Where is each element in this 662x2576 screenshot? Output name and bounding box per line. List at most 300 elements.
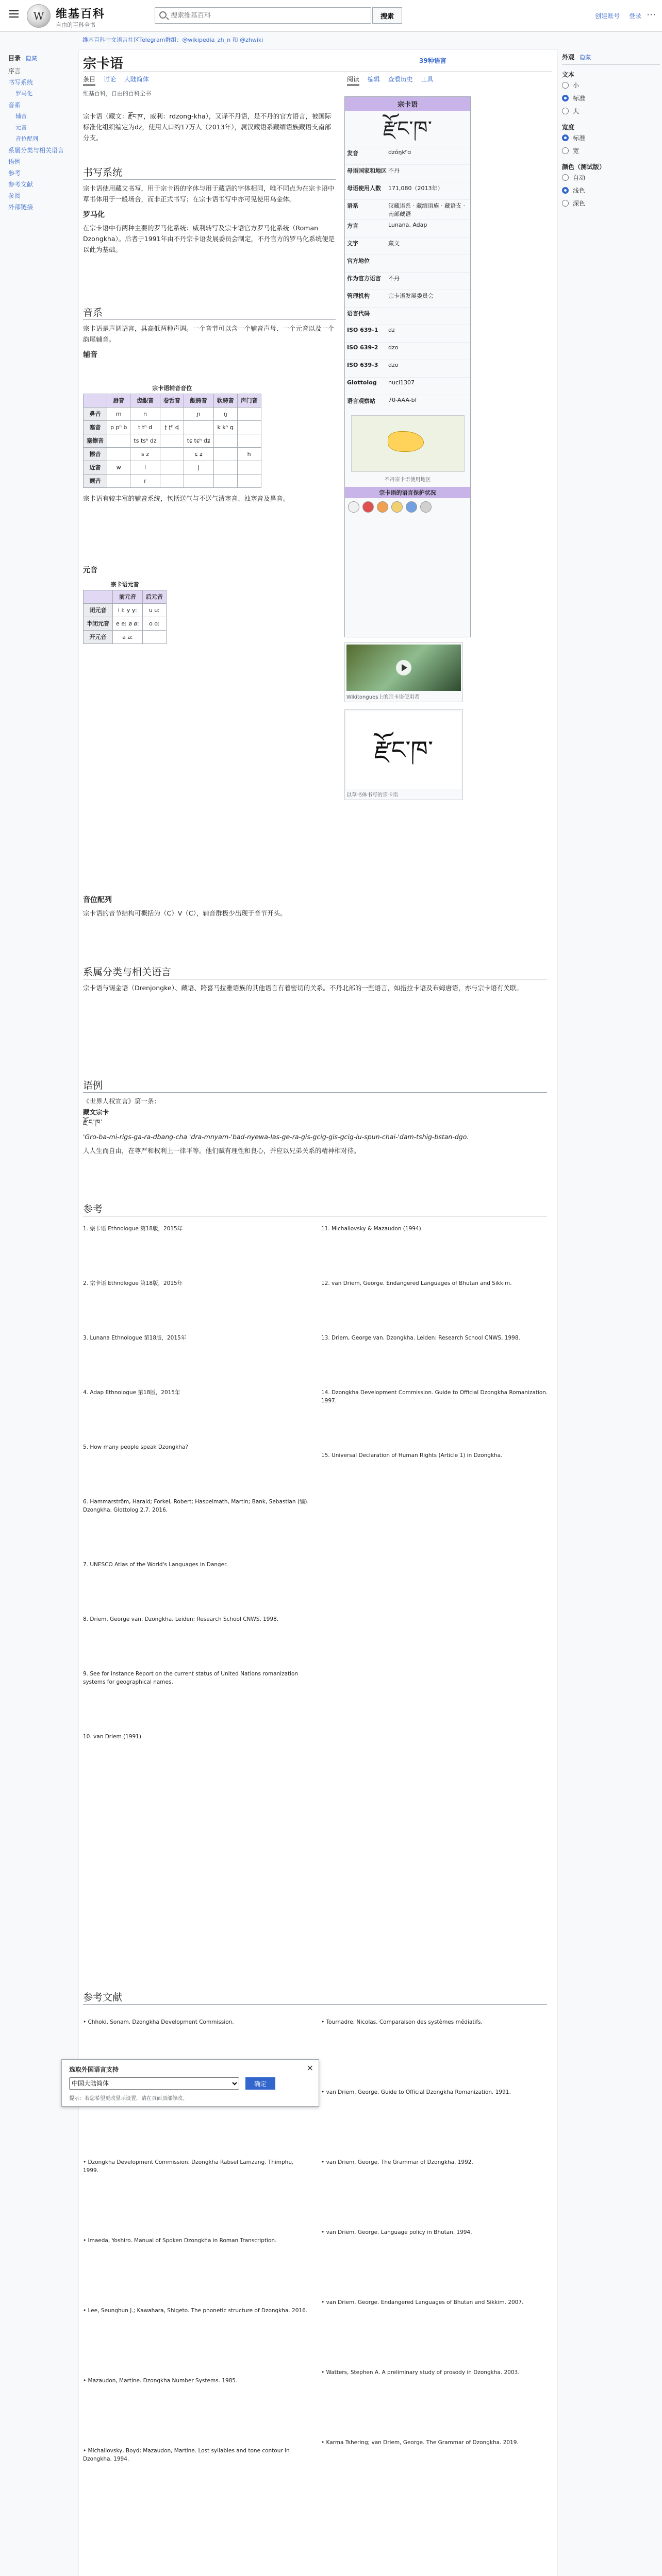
table-cell (107, 474, 130, 488)
reference-item[interactable] (83, 1334, 310, 1342)
infobox-row (345, 164, 470, 182)
table-cell: 擦音 (84, 448, 107, 461)
reference-item-text[interactable]: Hammarström, Harald; Forkel, Robert; Haspelmath, Martin; Bank, Sebastian (编). Dzongkha. Glottolog 2.7. 2016. (83, 1499, 309, 1513)
vowels-section (83, 565, 336, 644)
infobox-row (345, 237, 470, 255)
bibliography-item[interactable] (321, 2298, 548, 2307)
vowels-heading: 元音 (83, 566, 97, 574)
video-thumbnail[interactable] (346, 645, 461, 691)
infobox-row (345, 377, 470, 395)
reference-item-text[interactable]: 宗卡语 Ethnologue 第18版，2015年 (90, 1226, 183, 1232)
appearance-option-label: 标准 (573, 134, 586, 142)
infobox-key: 管理机构 (347, 293, 370, 299)
bibliography-item-number: • (83, 2378, 88, 2384)
reference-item[interactable] (83, 1443, 310, 1451)
table-cell (213, 461, 237, 474)
reference-item-text[interactable]: Driem, George van. Dzongkha. Leiden: Research School CNWS, 1998. (332, 1335, 520, 1341)
search-box[interactable] (155, 7, 371, 24)
bibliography-item-number: • (83, 2448, 88, 2454)
reference-item[interactable] (83, 1561, 310, 1569)
infobox-value[interactable]: dzóŋkʰɑ (388, 149, 411, 156)
reference-item-number: 10. (83, 1734, 94, 1740)
bibliography-item-text[interactable]: Watters, Stephen A. A preliminary study of prosody in Dzongkha. 2003. (326, 2369, 520, 2376)
appearance-group-label: 宽度 (562, 124, 575, 131)
infobox-row (345, 182, 470, 199)
bibliography-item[interactable] (321, 2368, 548, 2377)
appearance-option[interactable] (562, 79, 660, 92)
wikipedia-logo[interactable]: W (27, 4, 51, 28)
table-header-cell: 卷舌音 (160, 394, 184, 408)
infobox-row (345, 199, 470, 219)
table-header-cell: 唇音 (107, 394, 130, 408)
infobox-value[interactable]: nucl1307 (388, 379, 415, 386)
appearance-group-label: 颜色（测试版） (562, 163, 606, 171)
table-cell (213, 474, 237, 488)
phonotactics-section (83, 895, 336, 919)
infobox-key: 语系 (347, 202, 358, 209)
radio-icon[interactable] (562, 95, 569, 101)
video-caption: Wikitongues上的宗卡语使用者 (346, 694, 420, 700)
reference-item-number: 4. (83, 1389, 90, 1396)
bibliography-item-text[interactable]: Dzongkha Development Commission. Dzongkha Rabsel Lamzang. Thimphu, 1999. (83, 2159, 294, 2174)
infobox-row (345, 290, 470, 307)
infobox-row (345, 147, 470, 164)
main-menu-icon[interactable] (6, 8, 22, 24)
table-cell: k kʰ ɡ (213, 421, 237, 434)
bibliography-item[interactable] (83, 2158, 310, 2175)
reference-item-text[interactable]: van Driem, George. Endangered Languages of Bhutan and Sikkim. (332, 1280, 512, 1286)
toc-item[interactable]: 参考文献 (8, 181, 34, 188)
table-cell (237, 408, 261, 421)
more-options-icon[interactable]: ⋯ (647, 9, 656, 20)
bibliography-item-number: • (83, 2308, 88, 2314)
radio-icon[interactable] (562, 108, 569, 114)
search-input[interactable] (171, 10, 341, 21)
reference-item[interactable] (321, 1451, 548, 1460)
bibliography-item-text[interactable]: Michailovsky, Boyd; Mazaudon, Martine. Lost syllables and tone contour in Dzongkha. 1994. (83, 2448, 290, 2462)
table-cell: n (130, 408, 160, 421)
table-cell: 颤音 (84, 474, 107, 488)
popup-note: 提示：若您希望更改显示设置，请在页面顶部修改。 (69, 2096, 188, 2102)
calligraphy-caption: 以草书体书写的宗卡语 (346, 792, 398, 798)
reference-item-text[interactable]: UNESCO Atlas of the World's Languages in Danger. (90, 1562, 228, 1568)
table-cell (160, 408, 184, 421)
reference-item-text[interactable]: van Driem (1991) (93, 1734, 141, 1740)
bibliography-item[interactable] (83, 2447, 310, 2463)
bibliography-item[interactable] (321, 2438, 548, 2447)
reference-item[interactable] (321, 1225, 548, 1233)
consonants-heading: 辅音 (83, 351, 97, 359)
site-tagline: 自由的百科全书 (56, 22, 95, 28)
calligraphy-image[interactable]: རྫོང་ཁ་ (346, 711, 461, 789)
reference-item-text[interactable]: Universal Declaration of Human Rights (Article 1) in Dzongkha. (332, 1452, 503, 1459)
tab-read[interactable]: 阅读 (347, 76, 359, 86)
reference-item[interactable] (321, 1388, 548, 1405)
infobox-map[interactable] (351, 415, 465, 472)
reference-item[interactable] (83, 1225, 310, 1233)
table-header-cell: 前元音 (113, 590, 143, 604)
appearance-option[interactable] (562, 105, 660, 117)
site-title[interactable]: 维基百科 (56, 7, 106, 21)
variant-select[interactable] (69, 2077, 239, 2090)
infobox-row (345, 255, 470, 272)
bibliography-item-number: • (83, 2238, 88, 2244)
table-cell (107, 448, 130, 461)
status-dot (348, 501, 359, 513)
play-icon[interactable] (396, 660, 411, 675)
references-right (321, 1225, 548, 1506)
appearance-option-label: 浅色 (573, 187, 586, 194)
bibliography-item-number: • (321, 2369, 326, 2376)
appearance-option-label: 标准 (573, 95, 586, 102)
table-cell (184, 474, 213, 488)
example-script-label: 藏文宗卡 (83, 1108, 109, 1116)
tab-history[interactable]: 查看历史 (388, 76, 413, 83)
radio-icon[interactable] (562, 82, 569, 89)
reference-item[interactable] (83, 1279, 310, 1287)
infobox-value[interactable]: 藏文 (388, 240, 400, 247)
table-cell (184, 421, 213, 434)
example-translation: 人人生而自由，在尊严和权利上一律平等。他们赋有理性和良心，并应以兄弟关系的精神相对待。 (83, 1147, 360, 1155)
reference-item-number: 6. (83, 1499, 90, 1505)
infobox-value[interactable]: dz (388, 327, 395, 333)
appearance-title: 外观 隐藏 (562, 49, 660, 65)
infobox-key: 语言观察站 (347, 398, 375, 404)
table-header-cell (84, 394, 107, 408)
bibliography-item-text[interactable]: van Driem, George. Endangered Languages of Bhutan and Sikkim. 2007. (326, 2299, 524, 2306)
toc-item[interactable]: 语例 (8, 158, 21, 165)
table-cell: ʈ ʈʰ ɖ (160, 421, 184, 434)
reference-item-number: 11. (321, 1226, 332, 1232)
appearance-option-label: 大 (573, 108, 580, 115)
lead-paragraph: 宗卡语（藏文：རྫོང་ཁ་，威利：rdzong-kha），又译不丹语，是不丹的官方语言，被国际标准化组织编定为dz，使用人口约17万人（2013年），属汉藏语系藏缅语族藏语支南部分支。 (83, 112, 332, 142)
create-account-link[interactable]: 创建账号 (595, 12, 620, 20)
reference-item-number: 15. (321, 1452, 332, 1459)
appearance-option-label: 小 (573, 82, 580, 89)
infobox-value[interactable]: 宗卡语发展委员会 (388, 293, 434, 299)
romanization-paragraph: 在宗卡语中有两种主要的罗马化系统：威利转写及宗卡语官方罗马化系统（Roman Dzongkha）。后者于1991年由不丹宗卡语发展委员会制定，不丹官方的罗马化系统便是以此为基础。 (83, 224, 335, 253)
toc-item[interactable]: 外部链接 (8, 204, 34, 211)
user-links (588, 11, 641, 20)
reference-item-text[interactable]: 宗卡语 Ethnologue 第18版，2015年 (90, 1280, 183, 1286)
toc-item[interactable]: 元音 (15, 124, 27, 131)
appearance-option-label: 宽 (573, 147, 580, 155)
table-cell (160, 434, 184, 448)
references-left (83, 1225, 310, 1787)
reference-item[interactable] (83, 1498, 310, 1514)
status-dot (362, 501, 374, 513)
table-cell: h (237, 448, 261, 461)
reference-item[interactable] (83, 1670, 310, 1686)
phonotactics-paragraph: 宗卡语的音节结构可概括为（C）V（C），辅音群极少出现于音节开头。 (83, 909, 287, 917)
table-cell: 塞音 (84, 421, 107, 434)
reference-item[interactable] (83, 1388, 310, 1397)
reference-item-text[interactable]: Driem, George van. Dzongkha. Leiden: Research School CNWS, 1998. (90, 1616, 279, 1622)
infobox-value[interactable] (388, 257, 468, 270)
search-icon (159, 11, 167, 19)
table-header-cell: 龈腭音 (184, 394, 213, 408)
lead-section (83, 111, 336, 143)
reference-item-number: 1. (83, 1226, 90, 1232)
site-header (0, 0, 662, 32)
reference-item-text[interactable]: Dzongkha Development Commission. Guide to Official Dzongkha Romanization. 1997. (321, 1389, 548, 1404)
table-cell (142, 631, 166, 644)
table-cell (237, 461, 261, 474)
table-cell: w (107, 461, 130, 474)
language-button[interactable]: 39种语言 (419, 57, 446, 64)
table-cell: a aː (113, 631, 143, 644)
bibliography-item-text[interactable]: van Driem, George. The Grammar of Dzongkha. 1992. (326, 2159, 473, 2165)
writing-paragraph: 宗卡语使用藏文书写，用于宗卡语的字体与用于藏语的字体相同，唯不同点为在宗卡语中草书体用于一般场合，而非正式书写；在宗卡语书写中亦可见使用乌金体。 (83, 184, 335, 203)
table-cell: r (130, 474, 160, 488)
table-cell: e eː ø øː (113, 617, 143, 631)
table-cell (160, 448, 184, 461)
status-dot (377, 501, 388, 513)
table-cell: u uː (142, 604, 166, 617)
infobox-key: ISO 639-3 (347, 362, 378, 368)
appearance-option[interactable] (562, 184, 660, 197)
infobox-value[interactable]: 不丹 (388, 275, 400, 282)
table-cell (213, 448, 237, 461)
reference-item-text[interactable]: How many people speak Dzongkha? (90, 1444, 188, 1450)
infobox-value[interactable]: dzo (388, 362, 399, 368)
toc-title: 目录 隐藏 (8, 55, 38, 62)
toc-item[interactable]: 参考 (8, 170, 21, 177)
login-link[interactable]: 登录 (628, 12, 641, 20)
toc-item[interactable]: 音系 (8, 101, 21, 109)
reference-item-number: 5. (83, 1444, 90, 1450)
example-section (83, 1080, 547, 1156)
reference-item-number: 7. (83, 1562, 90, 1568)
phonology-paragraph: 宗卡语是声调语言，具高低两种声调。一个音节可以含一个辅音声母、一个元音以及一个韵尾辅音。 (83, 325, 335, 343)
phonotactics-heading: 音位配列 (83, 896, 112, 904)
infobox-key: ISO 639-1 (347, 327, 378, 333)
table-cell (213, 434, 237, 448)
infobox-row (345, 325, 470, 342)
writing-section (83, 167, 336, 255)
radio-icon[interactable] (562, 134, 569, 141)
reference-item[interactable] (83, 1733, 310, 1741)
toc-item[interactable]: 罗马化 (15, 90, 32, 97)
close-icon[interactable]: × (306, 2063, 313, 2073)
infobox-value[interactable] (388, 309, 468, 323)
classification-section (83, 967, 547, 993)
table-cell (160, 461, 184, 474)
bibliography-item-text[interactable]: van Driem, George. Language policy in Bhutan. 1994. (326, 2229, 472, 2235)
radio-icon[interactable] (562, 174, 569, 181)
classification-heading: 系属分类与相关语言 (83, 967, 547, 979)
bibliography-item[interactable] (83, 2236, 310, 2245)
infobox-key: 母语使用人数 (347, 185, 381, 192)
table-cell: tɕ tɕʰ dʑ (184, 434, 213, 448)
appearance-option[interactable] (562, 144, 660, 157)
bibliography-item-number: • (83, 2159, 88, 2165)
reference-item-text[interactable]: Michailovsky & Mazaudon (1994). (332, 1226, 423, 1232)
example-tibetan-text: རྫོང་ཁ་ (83, 1118, 103, 1127)
page-title: 宗卡语 (83, 56, 124, 72)
radio-icon[interactable] (562, 187, 569, 194)
bibliography-item-text[interactable]: Tournadre, Nicolas. Comparaison des systèmes médiatifs. (326, 2019, 483, 2025)
reference-item-text[interactable]: Lunana Ethnologue 第18版，2015年 (90, 1335, 187, 1341)
community-banner[interactable]: 维基百科中文语言社区Telegram群组：@wikipedia_zh_n 和 @zhwiki (82, 37, 263, 43)
toc-item[interactable]: 序言 (8, 67, 21, 75)
infobox-value[interactable]: Lunana, Adap (388, 222, 427, 228)
bibliography-item-text[interactable]: van Driem, George. Guide to Official Dzongkha Romanization. 1991. (326, 2089, 511, 2095)
radio-icon[interactable] (562, 200, 569, 207)
table-cell: 塞擦音 (84, 434, 107, 448)
infobox-value[interactable]: dzo (388, 344, 399, 351)
table-cell: 半闭元音 (84, 617, 113, 631)
variant-dropdown[interactable]: 大陆简体 (124, 76, 149, 83)
table-row (84, 448, 261, 461)
infobox-row (345, 307, 470, 325)
table-cell: 开元音 (84, 631, 113, 644)
namespace-tabs (83, 75, 155, 83)
toc-item[interactable]: 系属分类与相关语言 (8, 147, 64, 154)
bibliography-item-text[interactable]: Imaeda, Yoshiro. Manual of Spoken Dzongkha in Roman Transcription. (88, 2238, 277, 2244)
bibliography-item-text[interactable]: Lee, Seunghun J.; Kawahara, Shigeto. The phonetic structure of Dzongkha. 2016. (88, 2308, 308, 2314)
references-heading-wrap (83, 1204, 547, 1216)
infobox-value[interactable]: 70-AAA-bf (388, 397, 417, 403)
infobox-value[interactable]: 汉藏语系 · 藏缅语族 · 藏语支 · 南部藏语 (388, 202, 465, 217)
toc-hide-button[interactable]: 隐藏 (26, 55, 38, 62)
appearance-option[interactable] (562, 197, 660, 210)
infobox-rows (345, 147, 470, 412)
table-row (84, 617, 167, 631)
table-cell (237, 434, 261, 448)
tab-tools[interactable]: 工具 (421, 76, 434, 83)
bibliography-item-text[interactable]: Chhoki, Sonam. Dzongkha Development Commission. (88, 2019, 234, 2025)
reference-item-text[interactable]: See for instance Report on the current status of United Nations romanization systems for geographical names. (83, 1671, 299, 1685)
radio-icon[interactable] (562, 147, 569, 154)
appearance-hide-button[interactable]: 隐藏 (580, 54, 591, 61)
bibliography-item[interactable] (321, 2158, 548, 2166)
appearance-panel (562, 49, 660, 266)
bibliography-right (321, 2018, 548, 2509)
infobox-value[interactable]: 不丹 (388, 167, 400, 174)
bibliography-item-text[interactable]: Mazaudon, Martine. Dzongkha Number Systems. 1985. (88, 2378, 238, 2384)
infobox-key: 作为官方语言 (347, 275, 381, 282)
consonants-paragraph: 宗卡语有较丰富的辅音系统，包括送气与不送气清塞音、浊塞音及鼻音。 (83, 495, 290, 502)
reference-item-number: 8. (83, 1616, 90, 1622)
table-cell: ɕ ʑ (184, 448, 213, 461)
popup-ok-button[interactable]: 确定 (245, 2077, 275, 2090)
tab-article[interactable]: 条目 (83, 76, 95, 86)
bibliography-item[interactable] (321, 2088, 548, 2096)
romanization-heading: 罗马化 (83, 211, 105, 219)
reference-item[interactable] (321, 1334, 548, 1342)
bibliography-item-number: • (321, 2159, 326, 2165)
table-cell: t tʰ d (130, 421, 160, 434)
consonant-table-wrap (83, 380, 336, 504)
infobox-row (345, 342, 470, 360)
bibliography-item[interactable] (83, 2018, 310, 2026)
reference-item[interactable] (321, 1279, 548, 1287)
consonant-table: 宗卡语辅音音位 唇音 齿龈音 卷舌音 龈腭音 软腭音 声门音 鼻音 m n ɲ ŋ 塞音 p pʰ b t tʰ d ʈ ʈʰ ɖ k kʰ ɡ 塞擦音 ts tsʰ dz tɕ tɕʰ dʑ 擦音 s z ɕ ʑ h 近音 w l j 颤音 r (83, 383, 261, 488)
toc-item[interactable]: 书写系统 (8, 79, 34, 86)
bibliography-item[interactable] (321, 2018, 548, 2026)
table-cell: 闭元音 (84, 604, 113, 617)
infobox-key: 母语国家和地区 (347, 167, 387, 174)
view-tabs (347, 75, 440, 83)
toc-item[interactable]: 参阅 (8, 192, 21, 199)
reference-item-number: 9. (83, 1671, 90, 1677)
toc-item[interactable]: 辅音 (15, 113, 27, 120)
bibliography-item[interactable] (321, 2228, 548, 2236)
status-dot (391, 501, 403, 513)
table-row (84, 408, 261, 421)
table-of-contents (0, 49, 76, 379)
reference-item-text[interactable]: Adap Ethnologue 第18版，2015年 (90, 1389, 180, 1396)
table-cell (160, 474, 184, 488)
infobox-key: 语言代码 (347, 310, 370, 317)
table-row (84, 474, 261, 488)
appearance-option[interactable] (562, 92, 660, 105)
tab-edit[interactable]: 编辑 (367, 76, 380, 83)
status-dot (420, 501, 432, 513)
map-caption: 不丹宗卡语使用地区 (384, 477, 431, 483)
infobox-row (345, 360, 470, 377)
table-row (84, 631, 167, 644)
phonology-heading: 音系 (83, 308, 336, 320)
example-latin: 'Gro-ba-mi-rigs-ga-ra-dbang-cha 'dra-mnyam-'bad-nyewa-las-ge-ra-gis-gcig-gis-gcig-lu-spun-chai-'dam-tshig-bstan-dgo. (83, 1133, 469, 1141)
table-row (84, 604, 167, 617)
bibliography-item-number: • (83, 2019, 88, 2025)
video-box (344, 642, 463, 702)
appearance-option-label: 深色 (573, 200, 586, 207)
reference-item-number: 14. (321, 1389, 332, 1396)
language-variant-popup (61, 2059, 319, 2107)
table-cell: ɲ (184, 408, 213, 421)
appearance-option[interactable] (562, 171, 660, 184)
appearance-groups (562, 70, 660, 210)
tab-talk[interactable]: 讨论 (103, 76, 116, 83)
infobox-script-image: རྫོང་ཁ་ (383, 117, 433, 141)
table-row (84, 434, 261, 448)
table-header-cell: 后元音 (142, 590, 166, 604)
table-header-cell: 软腭音 (213, 394, 237, 408)
search-button[interactable]: 搜索 (372, 7, 402, 24)
infobox-key: 发音 (347, 150, 358, 157)
appearance-option-label: 自动 (573, 174, 586, 181)
toc-item[interactable]: 音位配列 (15, 135, 38, 142)
table-cell: s z (130, 448, 160, 461)
bibliography-item-text[interactable]: Karma Tshering; van Driem, George. The Grammar of Dzongkha. 2019. (326, 2439, 519, 2446)
bibliography-item-number: • (321, 2089, 326, 2095)
appearance-option[interactable] (562, 131, 660, 144)
reference-item-number: 2. (83, 1280, 90, 1286)
bibliography-item[interactable] (83, 2377, 310, 2385)
reference-item[interactable] (83, 1615, 310, 1623)
table-header-cell: 齿龈音 (130, 394, 160, 408)
table-cell: 近音 (84, 461, 107, 474)
bhutan-region (388, 431, 424, 452)
table-header-cell (84, 590, 113, 604)
table-cell: j (184, 461, 213, 474)
bibliography-item-number: • (321, 2019, 326, 2025)
infobox-key: 文字 (347, 240, 358, 247)
infobox-key: 官方地位 (347, 258, 370, 264)
table-cell (237, 474, 261, 488)
table-cell: p pʰ b (107, 421, 130, 434)
infobox-row (345, 395, 470, 412)
status-dot (406, 501, 417, 513)
phonology-section (83, 308, 336, 361)
page-tagline: 维基百科，自由的百科全书 (83, 90, 151, 97)
bibliography-item[interactable] (83, 2307, 310, 2315)
example-intro: 《世界人权宣言》第一条： (83, 1097, 161, 1105)
infobox-value[interactable]: 171,080（2013年） (388, 185, 443, 192)
